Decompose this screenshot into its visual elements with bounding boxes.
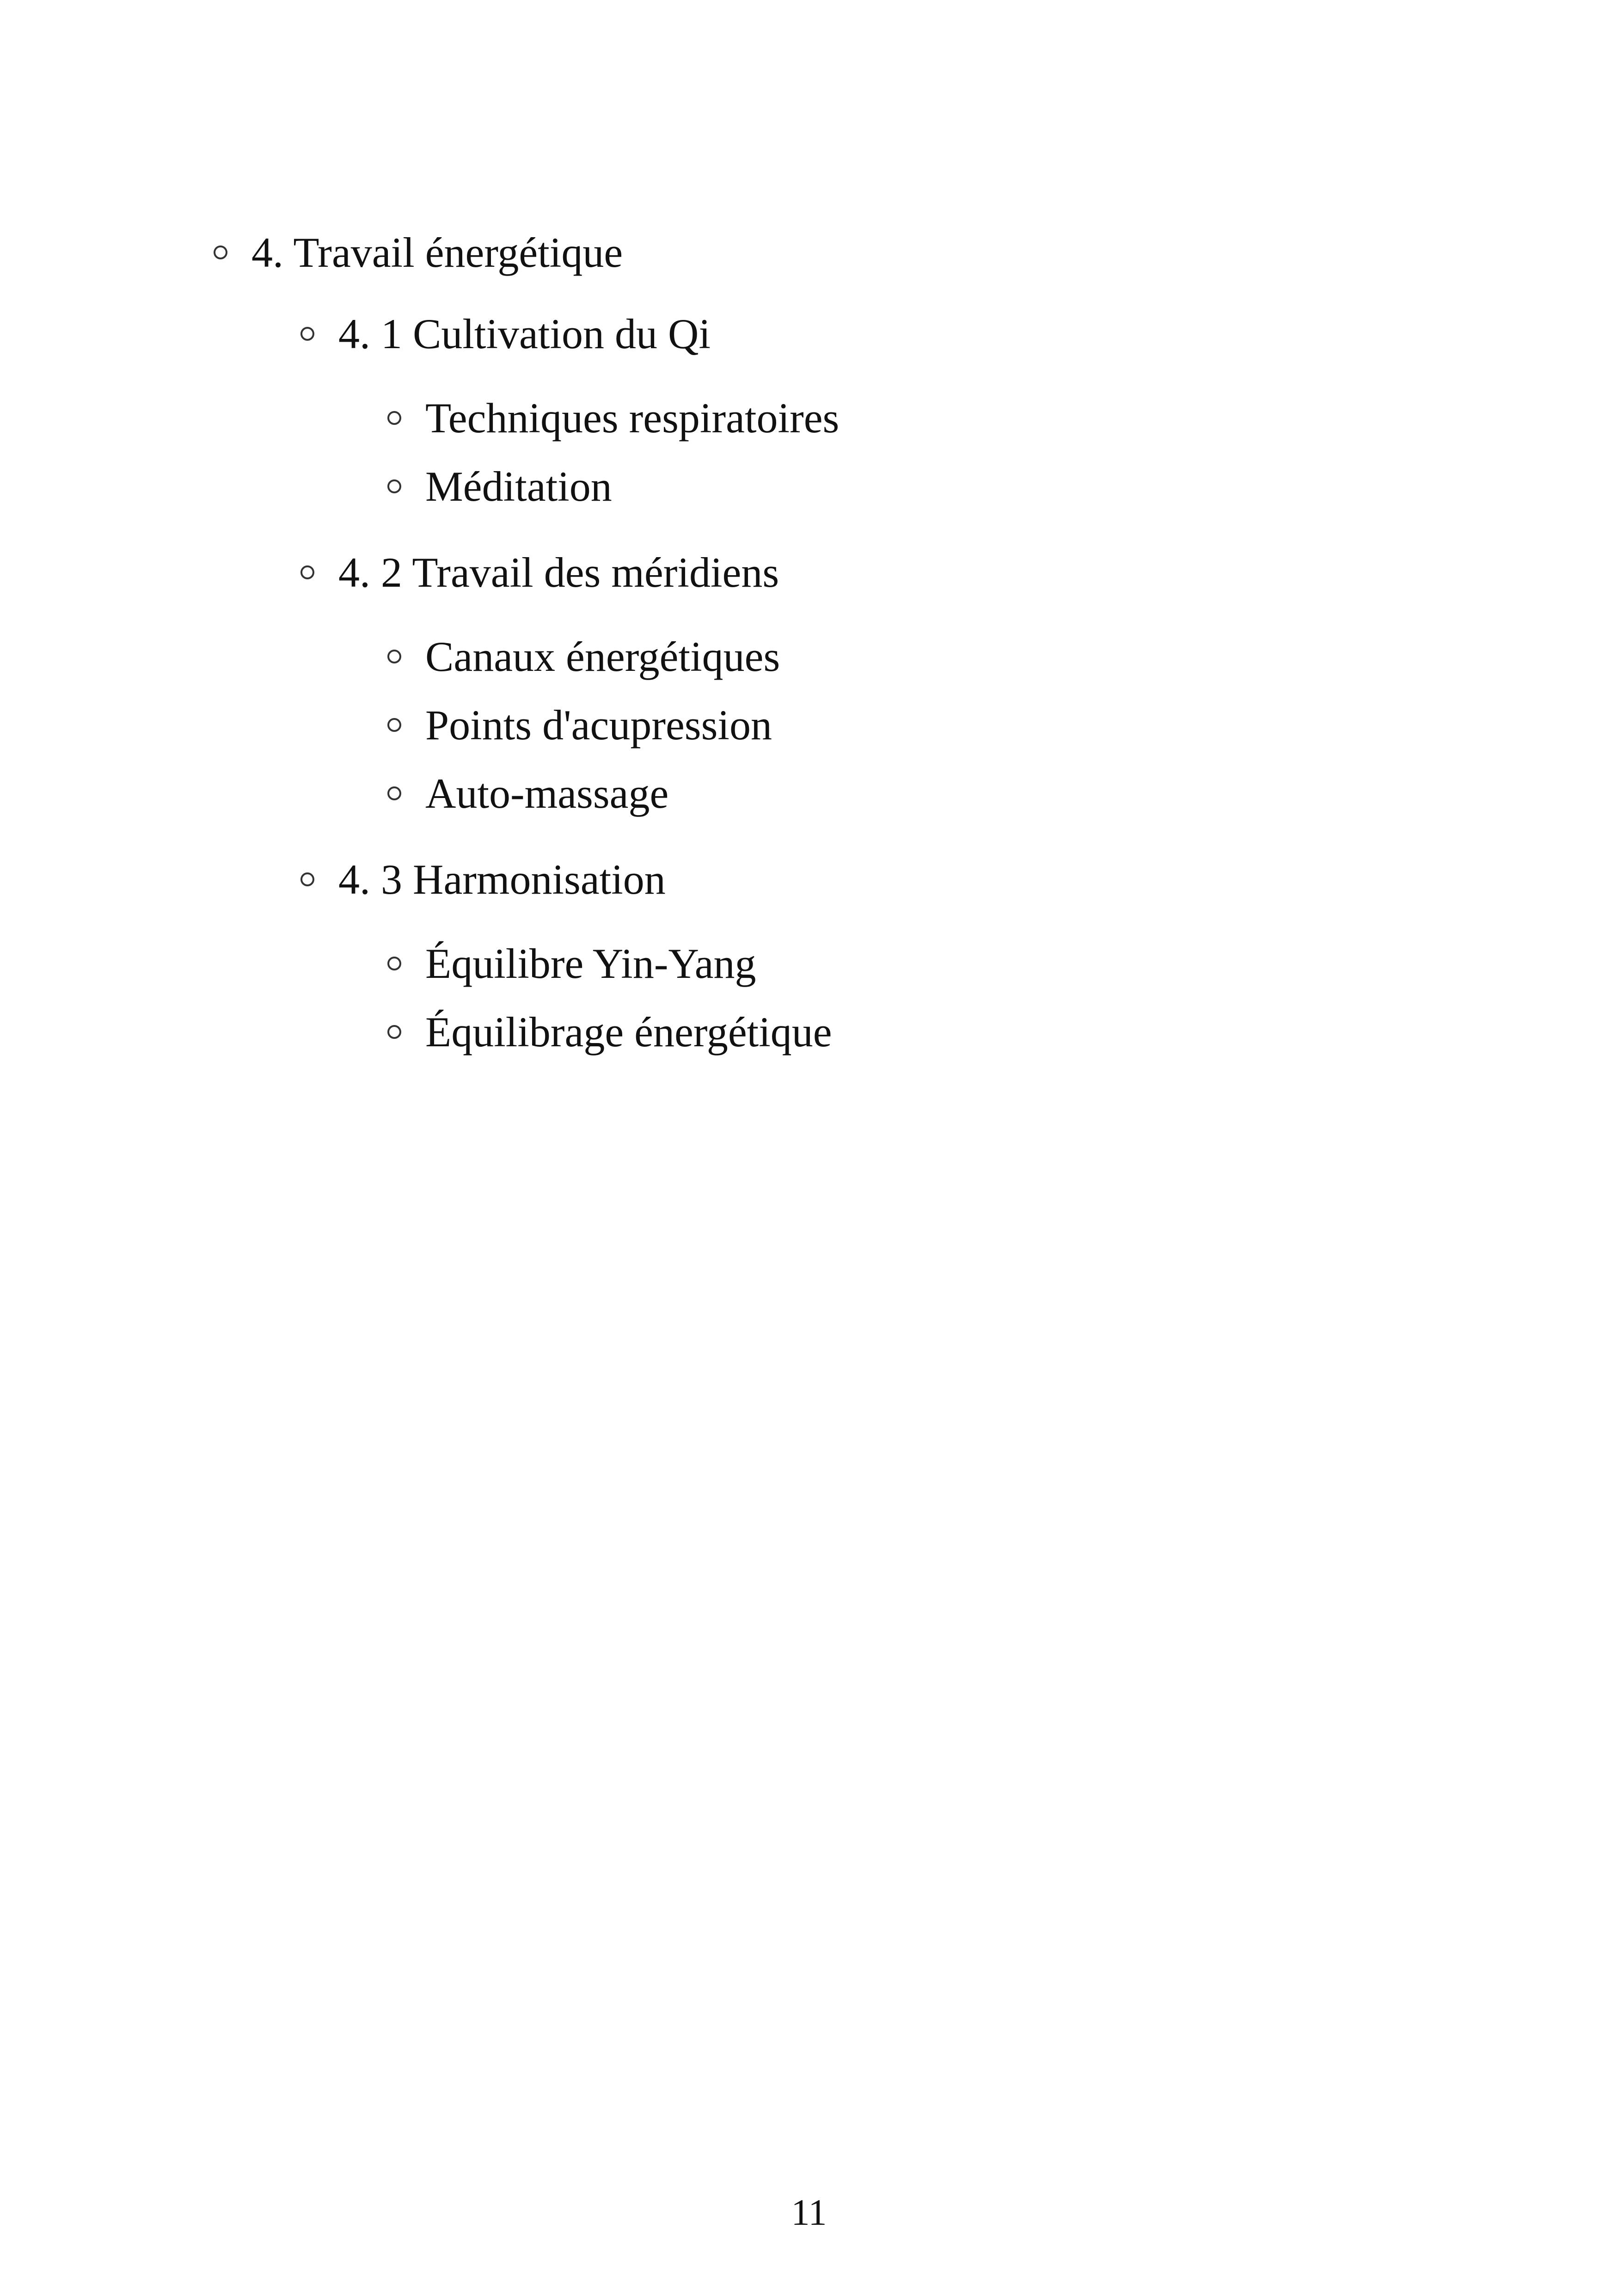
subsection-title: 4. 3 Harmonisation xyxy=(338,856,666,903)
list-item xyxy=(387,929,839,998)
circle-bullet-icon xyxy=(387,1025,401,1039)
circle-bullet-icon xyxy=(387,957,401,970)
topic-label: Méditation xyxy=(425,463,612,510)
subsection-title: 4. 2 Travail des méridiens xyxy=(338,549,779,596)
outline-item-row xyxy=(387,384,839,452)
outline-item-row xyxy=(214,221,839,284)
section-title: 4. Travail énergétique xyxy=(251,229,623,276)
circle-bullet-icon xyxy=(214,246,227,259)
outline-item-row xyxy=(300,541,839,604)
subsection-4-3 xyxy=(300,848,839,1066)
topic-label: Points d'acupression xyxy=(425,701,772,749)
outline-item-row xyxy=(387,929,839,998)
circle-bullet-icon xyxy=(387,411,401,425)
topic-list xyxy=(387,929,839,1066)
circle-bullet-icon xyxy=(387,718,401,732)
outline-item-row xyxy=(300,302,839,365)
list-item xyxy=(387,691,839,759)
subsection-4-2 xyxy=(300,541,839,828)
subsection-4-1 xyxy=(300,302,839,521)
circle-bullet-icon xyxy=(387,786,401,800)
outline-item-row xyxy=(387,998,839,1066)
outline-item-row xyxy=(387,759,839,828)
outline-section-4 xyxy=(214,221,839,1066)
list-item xyxy=(387,759,839,828)
circle-bullet-icon xyxy=(387,479,401,493)
outline-item-row xyxy=(387,622,839,691)
topic-label: Équilibre Yin-Yang xyxy=(425,940,756,987)
list-item xyxy=(387,622,839,691)
topic-list xyxy=(387,384,839,521)
circle-bullet-icon xyxy=(300,872,314,886)
list-item xyxy=(387,452,839,521)
outline-list xyxy=(214,221,839,1066)
outline-item-row xyxy=(387,691,839,759)
circle-bullet-icon xyxy=(300,327,314,341)
topic-list xyxy=(387,622,839,828)
list-item xyxy=(387,384,839,452)
topic-label: Équilibrage énergétique xyxy=(425,1008,832,1056)
circle-bullet-icon xyxy=(387,650,401,663)
topic-label: Auto-massage xyxy=(425,770,669,817)
list-item xyxy=(387,998,839,1066)
outline-item-row xyxy=(387,452,839,521)
topic-label: Techniques respiratoires xyxy=(425,394,840,442)
subsection-list xyxy=(300,302,839,1066)
outline-item-row xyxy=(300,848,839,911)
subsection-title: 4. 1 Cultivation du Qi xyxy=(338,310,711,357)
page-number: 11 xyxy=(791,2192,827,2233)
circle-bullet-icon xyxy=(300,565,314,579)
topic-label: Canaux énergétiques xyxy=(425,633,780,680)
